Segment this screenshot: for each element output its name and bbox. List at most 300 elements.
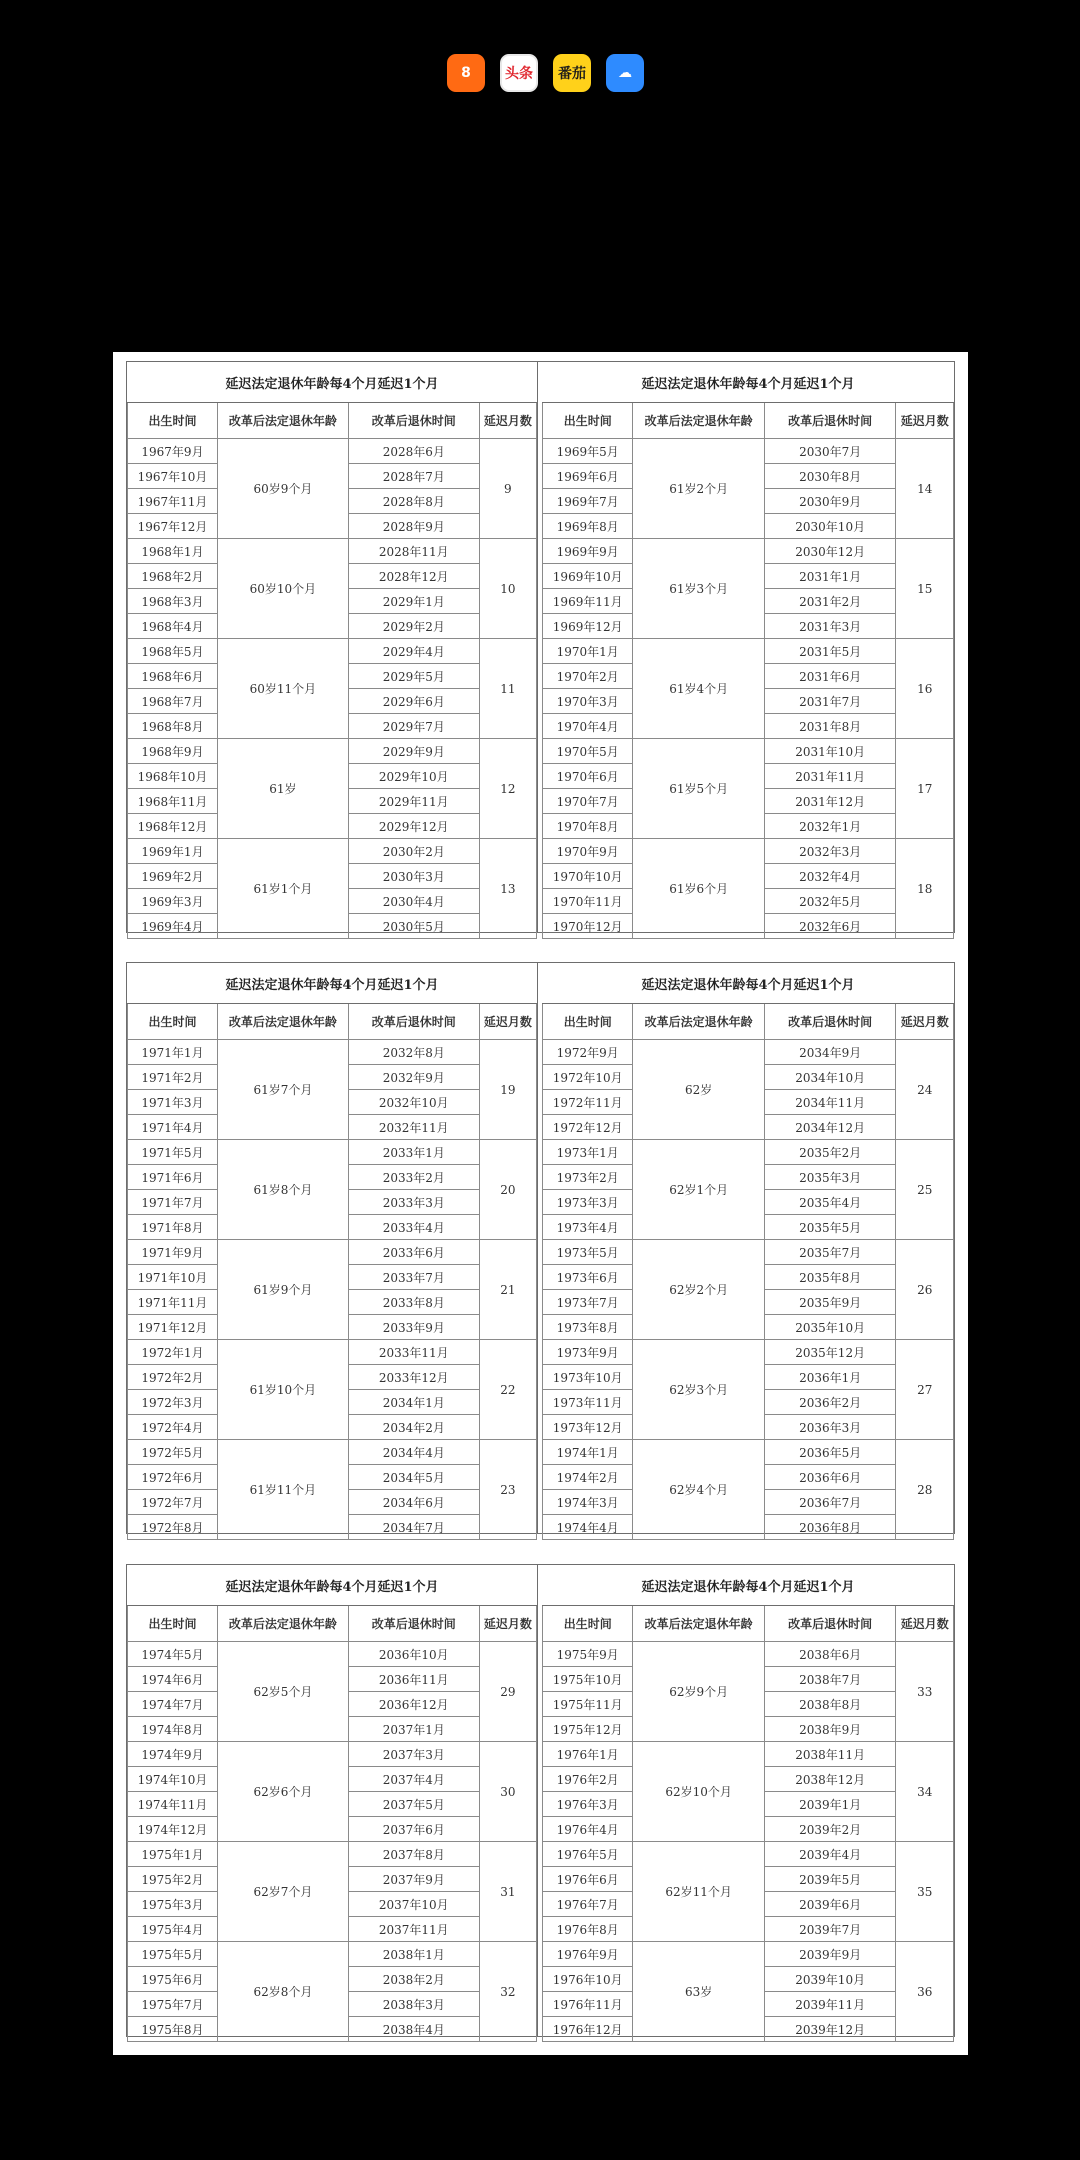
retirement-date-cell: 2034年1月 [348,1390,479,1415]
birth-month-cell: 1976年2月 [543,1767,633,1792]
birth-month-cell: 1970年4月 [543,714,633,739]
retirement-date-cell: 2034年6月 [348,1490,479,1515]
retirement-date-cell: 2029年4月 [348,639,479,664]
retirement-date-cell: 2033年3月 [348,1190,479,1215]
birth-month-cell: 1976年11月 [543,1992,633,2017]
retirement-date-cell: 2036年8月 [764,1515,896,1540]
retirement-date-cell: 2038年3月 [348,1992,479,2017]
retirement-date-cell: 2032年10月 [348,1090,479,1115]
delay-months-cell: 14 [896,439,954,539]
birth-month-cell: 1972年12月 [543,1115,633,1140]
birth-month-cell: 1972年1月 [128,1340,218,1365]
birth-month-cell: 1975年12月 [543,1717,633,1742]
birth-month-cell: 1971年9月 [128,1240,218,1265]
retirement-date-cell: 2039年1月 [764,1792,896,1817]
delay-months-cell: 22 [479,1340,536,1440]
birth-month-cell: 1973年11月 [543,1390,633,1415]
column-header: 延迟月数 [896,1606,954,1642]
table-row [543,1140,954,1165]
table-half-left [127,1565,538,2036]
birth-month-cell: 1973年6月 [543,1265,633,1290]
column-header: 改革后法定退休年龄 [217,403,348,439]
retirement-date-cell: 2039年2月 [764,1817,896,1842]
table-row [543,439,954,464]
column-header: 改革后退休时间 [348,1004,479,1040]
column-header: 改革后法定退休年龄 [633,1004,765,1040]
retirement-date-cell: 2036年5月 [764,1440,896,1465]
retirement-date-cell: 2039年11月 [764,1992,896,2017]
birth-month-cell: 1971年11月 [128,1290,218,1315]
retirement-table-document [113,352,968,2055]
retirement-date-cell: 2028年7月 [348,464,479,489]
birth-month-cell: 1976年12月 [543,2017,633,2042]
retirement-date-cell: 2033年9月 [348,1315,479,1340]
birth-month-cell: 1968年9月 [128,739,218,764]
retirement-age-cell: 62岁5个月 [217,1642,348,1742]
retirement-date-cell: 2037年11月 [348,1917,479,1942]
birth-month-cell: 1969年7月 [543,489,633,514]
birth-month-cell: 1968年10月 [128,764,218,789]
table-title: 延迟法定退休年龄每4个月延迟1个月 [543,1565,954,1606]
birth-month-cell: 1970年7月 [543,789,633,814]
birth-month-cell: 1974年4月 [543,1515,633,1540]
retirement-date-cell: 2038年9月 [764,1717,896,1742]
retirement-age-cell: 61岁7个月 [217,1040,348,1140]
birth-month-cell: 1973年12月 [543,1415,633,1440]
retirement-date-cell: 2034年10月 [764,1065,896,1090]
table-row [543,1240,954,1265]
birth-month-cell: 1975年1月 [128,1842,218,1867]
birth-month-cell: 1971年2月 [128,1065,218,1090]
retirement-date-cell: 2030年3月 [348,864,479,889]
birth-month-cell: 1969年6月 [543,464,633,489]
column-header: 延迟月数 [896,403,954,439]
birth-month-cell: 1976年5月 [543,1842,633,1867]
table-row [543,1942,954,1967]
birth-month-cell: 1970年3月 [543,689,633,714]
birth-month-cell: 1971年7月 [128,1190,218,1215]
column-header: 改革后法定退休年龄 [633,403,765,439]
retirement-date-cell: 2035年2月 [764,1140,896,1165]
column-header: 延迟月数 [896,1004,954,1040]
table-header-row [543,1606,954,1642]
birth-month-cell: 1973年4月 [543,1215,633,1240]
retirement-date-cell: 2039年10月 [764,1967,896,1992]
birth-month-cell: 1975年3月 [128,1892,218,1917]
retirement-age-cell: 62岁7个月 [217,1842,348,1942]
retirement-date-cell: 2037年9月 [348,1867,479,1892]
retirement-date-cell: 2031年7月 [764,689,896,714]
retirement-date-cell: 2029年11月 [348,789,479,814]
delay-months-cell: 29 [479,1642,536,1742]
birth-month-cell: 1968年7月 [128,689,218,714]
delay-months-cell: 23 [479,1440,536,1540]
retirement-table [127,1565,537,2042]
retirement-date-cell: 2039年4月 [764,1842,896,1867]
retirement-age-cell: 61岁9个月 [217,1240,348,1340]
delay-months-cell: 25 [896,1140,954,1240]
delay-months-cell: 30 [479,1742,536,1842]
column-header: 出生时间 [543,403,633,439]
birth-month-cell: 1970年8月 [543,814,633,839]
table-block [126,1564,955,2037]
retirement-date-cell: 2031年10月 [764,739,896,764]
birth-month-cell: 1971年5月 [128,1140,218,1165]
birth-month-cell: 1976年7月 [543,1892,633,1917]
table-half-right [542,1565,954,2036]
retirement-date-cell: 2034年11月 [764,1090,896,1115]
retirement-date-cell: 2028年8月 [348,489,479,514]
retirement-date-cell: 2034年4月 [348,1440,479,1465]
birth-month-cell: 1969年8月 [543,514,633,539]
column-header: 改革后退休时间 [348,403,479,439]
birth-month-cell: 1975年4月 [128,1917,218,1942]
retirement-date-cell: 2030年2月 [348,839,479,864]
table-header-row [128,1004,537,1040]
retirement-age-cell: 62岁6个月 [217,1742,348,1842]
table-row [128,1842,537,1867]
retirement-age-cell: 62岁1个月 [633,1140,765,1240]
birth-month-cell: 1967年12月 [128,514,218,539]
retirement-age-cell: 60岁11个月 [217,639,348,739]
retirement-date-cell: 2030年4月 [348,889,479,914]
retirement-date-cell: 2029年6月 [348,689,479,714]
table-half-right [542,963,954,1533]
table-header-row [543,1004,954,1040]
birth-month-cell: 1970年5月 [543,739,633,764]
birth-month-cell: 1976年3月 [543,1792,633,1817]
table-half-right [542,362,954,932]
delay-months-cell: 19 [479,1040,536,1140]
birth-month-cell: 1968年2月 [128,564,218,589]
retirement-date-cell: 2033年7月 [348,1265,479,1290]
birth-month-cell: 1971年10月 [128,1265,218,1290]
birth-month-cell: 1969年3月 [128,889,218,914]
column-header: 出生时间 [543,1606,633,1642]
delay-months-cell: 15 [896,539,954,639]
retirement-age-cell: 62岁10个月 [633,1742,765,1842]
delay-months-cell: 17 [896,739,954,839]
retirement-date-cell: 2037年1月 [348,1717,479,1742]
birth-month-cell: 1970年9月 [543,839,633,864]
table-row [543,739,954,764]
retirement-date-cell: 2029年2月 [348,614,479,639]
birth-month-cell: 1967年9月 [128,439,218,464]
table-half-left [127,963,538,1533]
birth-month-cell: 1971年1月 [128,1040,218,1065]
retirement-date-cell: 2035年4月 [764,1190,896,1215]
birth-month-cell: 1972年11月 [543,1090,633,1115]
table-row [543,539,954,564]
retirement-date-cell: 2034年7月 [348,1515,479,1540]
retirement-date-cell: 2034年12月 [764,1115,896,1140]
retirement-date-cell: 2030年9月 [764,489,896,514]
retirement-age-cell: 62岁2个月 [633,1240,765,1340]
table-row [543,1440,954,1465]
column-header: 改革后退休时间 [348,1606,479,1642]
retirement-date-cell: 2037年5月 [348,1792,479,1817]
retirement-table [542,963,954,1540]
birth-month-cell: 1970年10月 [543,864,633,889]
retirement-age-cell: 60岁10个月 [217,539,348,639]
retirement-date-cell: 2035年3月 [764,1165,896,1190]
birth-month-cell: 1969年12月 [543,614,633,639]
birth-month-cell: 1969年4月 [128,914,218,939]
delay-months-cell: 9 [479,439,536,539]
retirement-age-cell: 61岁 [217,739,348,839]
retirement-date-cell: 2037年8月 [348,1842,479,1867]
table-row [128,1140,537,1165]
birth-month-cell: 1971年12月 [128,1315,218,1340]
birth-month-cell: 1972年2月 [128,1365,218,1390]
column-header: 出生时间 [128,1606,218,1642]
table-title: 延迟法定退休年龄每4个月延迟1个月 [128,1565,537,1606]
birth-month-cell: 1969年9月 [543,539,633,564]
table-row [543,1642,954,1667]
birth-month-cell: 1976年1月 [543,1742,633,1767]
retirement-date-cell: 2039年9月 [764,1942,896,1967]
birth-month-cell: 1972年7月 [128,1490,218,1515]
birth-month-cell: 1975年7月 [128,1992,218,2017]
birth-month-cell: 1974年1月 [543,1440,633,1465]
retirement-date-cell: 2036年2月 [764,1390,896,1415]
retirement-date-cell: 2028年6月 [348,439,479,464]
birth-month-cell: 1969年5月 [543,439,633,464]
birth-month-cell: 1970年2月 [543,664,633,689]
retirement-age-cell: 61岁4个月 [633,639,765,739]
retirement-date-cell: 2038年4月 [348,2017,479,2042]
retirement-date-cell: 2033年11月 [348,1340,479,1365]
retirement-date-cell: 2032年6月 [764,914,896,939]
delay-months-cell: 26 [896,1240,954,1340]
birth-month-cell: 1976年10月 [543,1967,633,1992]
table-header-row [128,1606,537,1642]
retirement-date-cell: 2029年5月 [348,664,479,689]
retirement-date-cell: 2031年1月 [764,564,896,589]
retirement-date-cell: 2036年1月 [764,1365,896,1390]
birth-month-cell: 1975年10月 [543,1667,633,1692]
birth-month-cell: 1968年8月 [128,714,218,739]
retirement-date-cell: 2031年12月 [764,789,896,814]
retirement-date-cell: 2029年9月 [348,739,479,764]
birth-month-cell: 1975年5月 [128,1942,218,1967]
birth-month-cell: 1970年1月 [543,639,633,664]
birth-month-cell: 1976年6月 [543,1867,633,1892]
retirement-date-cell: 2030年7月 [764,439,896,464]
retirement-date-cell: 2035年7月 [764,1240,896,1265]
retirement-age-cell: 60岁9个月 [217,439,348,539]
retirement-date-cell: 2034年2月 [348,1415,479,1440]
retirement-date-cell: 2039年6月 [764,1892,896,1917]
birth-month-cell: 1971年4月 [128,1115,218,1140]
birth-month-cell: 1971年8月 [128,1215,218,1240]
birth-month-cell: 1973年9月 [543,1340,633,1365]
birth-month-cell: 1970年12月 [543,914,633,939]
retirement-date-cell: 2033年4月 [348,1215,479,1240]
retirement-age-cell: 62岁9个月 [633,1642,765,1742]
cloud-app-label: ☁ [618,65,632,81]
table-row [128,1240,537,1265]
retirement-date-cell: 2033年2月 [348,1165,479,1190]
column-header: 改革后退休时间 [764,1004,896,1040]
delay-months-cell: 36 [896,1942,954,2042]
retirement-table [127,362,537,939]
table-title: 延迟法定退休年龄每4个月延迟1个月 [543,362,954,403]
retirement-date-cell: 2031年3月 [764,614,896,639]
cloud-app-icon[interactable] [606,54,644,92]
column-header: 延迟月数 [479,403,536,439]
retirement-date-cell: 2029年10月 [348,764,479,789]
retirement-date-cell: 2039年7月 [764,1917,896,1942]
delay-months-cell: 21 [479,1240,536,1340]
table-row [128,1040,537,1065]
table-row [543,1340,954,1365]
retirement-date-cell: 2035年10月 [764,1315,896,1340]
retirement-age-cell: 62岁 [633,1040,765,1140]
retirement-date-cell: 2034年5月 [348,1465,479,1490]
column-header: 延迟月数 [479,1606,536,1642]
birth-month-cell: 1972年6月 [128,1465,218,1490]
retirement-date-cell: 2038年11月 [764,1742,896,1767]
delay-months-cell: 20 [479,1140,536,1240]
retirement-age-cell: 61岁11个月 [217,1440,348,1540]
birth-month-cell: 1973年3月 [543,1190,633,1215]
birth-month-cell: 1972年10月 [543,1065,633,1090]
birth-month-cell: 1971年3月 [128,1090,218,1115]
delay-months-cell: 11 [479,639,536,739]
birth-month-cell: 1973年8月 [543,1315,633,1340]
birth-month-cell: 1975年11月 [543,1692,633,1717]
retirement-date-cell: 2035年12月 [764,1340,896,1365]
retirement-date-cell: 2032年1月 [764,814,896,839]
column-header: 改革后退休时间 [764,403,896,439]
retirement-date-cell: 2031年5月 [764,639,896,664]
retirement-date-cell: 2036年11月 [348,1667,479,1692]
retirement-date-cell: 2032年8月 [348,1040,479,1065]
delay-months-cell: 10 [479,539,536,639]
column-header: 延迟月数 [479,1004,536,1040]
table-row [128,1942,537,1967]
birth-month-cell: 1975年2月 [128,1867,218,1892]
column-header: 改革后法定退休年龄 [217,1004,348,1040]
birth-month-cell: 1976年9月 [543,1942,633,1967]
birth-month-cell: 1970年11月 [543,889,633,914]
birth-month-cell: 1975年9月 [543,1642,633,1667]
retirement-date-cell: 2029年12月 [348,814,479,839]
retirement-age-cell: 61岁2个月 [633,439,765,539]
retirement-date-cell: 2035年5月 [764,1215,896,1240]
retirement-date-cell: 2033年8月 [348,1290,479,1315]
table-block [126,962,955,1534]
retirement-date-cell: 2039年12月 [764,2017,896,2042]
retirement-date-cell: 2031年2月 [764,589,896,614]
birth-month-cell: 1974年10月 [128,1767,218,1792]
table-row [128,839,537,864]
retirement-table [542,1565,954,2042]
column-header: 出生时间 [128,403,218,439]
retirement-date-cell: 2032年3月 [764,839,896,864]
retirement-date-cell: 2037年4月 [348,1767,479,1792]
birth-month-cell: 1974年5月 [128,1642,218,1667]
birth-month-cell: 1968年5月 [128,639,218,664]
delay-months-cell: 16 [896,639,954,739]
table-block [126,361,955,933]
birth-month-cell: 1976年4月 [543,1817,633,1842]
retirement-date-cell: 2038年6月 [764,1642,896,1667]
retirement-date-cell: 2035年9月 [764,1290,896,1315]
table-row [128,1742,537,1767]
retirement-table [127,963,537,1540]
retirement-age-cell: 61岁10个月 [217,1340,348,1440]
delay-months-cell: 35 [896,1842,954,1942]
table-row [128,1642,537,1667]
birth-month-cell: 1968年1月 [128,539,218,564]
delay-months-cell: 24 [896,1040,954,1140]
table-row [128,539,537,564]
retirement-age-cell: 62岁11个月 [633,1842,765,1942]
birth-month-cell: 1971年6月 [128,1165,218,1190]
birth-month-cell: 1970年6月 [543,764,633,789]
delay-months-cell: 34 [896,1742,954,1842]
birth-month-cell: 1968年3月 [128,589,218,614]
retirement-date-cell: 2039年5月 [764,1867,896,1892]
table-row [543,1040,954,1065]
retirement-date-cell: 2032年4月 [764,864,896,889]
table-title: 延迟法定退休年龄每4个月延迟1个月 [128,963,537,1004]
toutiao-app-label: 头条 [505,66,533,82]
birth-month-cell: 1968年6月 [128,664,218,689]
table-row [543,1842,954,1867]
birth-month-cell: 1969年10月 [543,564,633,589]
table-header-row [128,403,537,439]
table-row [128,1440,537,1465]
birth-month-cell: 1972年8月 [128,1515,218,1540]
fanqie-app-icon[interactable] [553,54,591,92]
birth-month-cell: 1969年11月 [543,589,633,614]
toutiao-app-icon[interactable] [500,54,538,92]
retirement-date-cell: 2030年12月 [764,539,896,564]
retirement-date-cell: 2029年7月 [348,714,479,739]
birth-month-cell: 1972年3月 [128,1390,218,1415]
retirement-date-cell: 2028年11月 [348,539,479,564]
retirement-date-cell: 2038年7月 [764,1667,896,1692]
delay-months-cell: 12 [479,739,536,839]
retirement-date-cell: 2032年5月 [764,889,896,914]
retirement-date-cell: 2030年5月 [348,914,479,939]
birth-month-cell: 1973年10月 [543,1365,633,1390]
column-header: 出生时间 [543,1004,633,1040]
table-title: 延迟法定退休年龄每4个月延迟1个月 [128,362,537,403]
column-header: 改革后退休时间 [764,1606,896,1642]
retirement-date-cell: 2038年2月 [348,1967,479,1992]
retirement-date-cell: 2037年10月 [348,1892,479,1917]
birth-month-cell: 1972年9月 [543,1040,633,1065]
birth-month-cell: 1975年6月 [128,1967,218,1992]
birth-month-cell: 1969年1月 [128,839,218,864]
retirement-age-cell: 62岁3个月 [633,1340,765,1440]
retirement-date-cell: 2036年3月 [764,1415,896,1440]
table-row [543,1742,954,1767]
birth-month-cell: 1973年5月 [543,1240,633,1265]
birth-month-cell: 1972年4月 [128,1415,218,1440]
delay-months-cell: 32 [479,1942,536,2042]
retirement-date-cell: 2038年8月 [764,1692,896,1717]
retirement-date-cell: 2036年7月 [764,1490,896,1515]
kuaishou-app-icon[interactable] [447,54,485,92]
retirement-date-cell: 2032年9月 [348,1065,479,1090]
retirement-date-cell: 2030年8月 [764,464,896,489]
birth-month-cell: 1974年12月 [128,1817,218,1842]
